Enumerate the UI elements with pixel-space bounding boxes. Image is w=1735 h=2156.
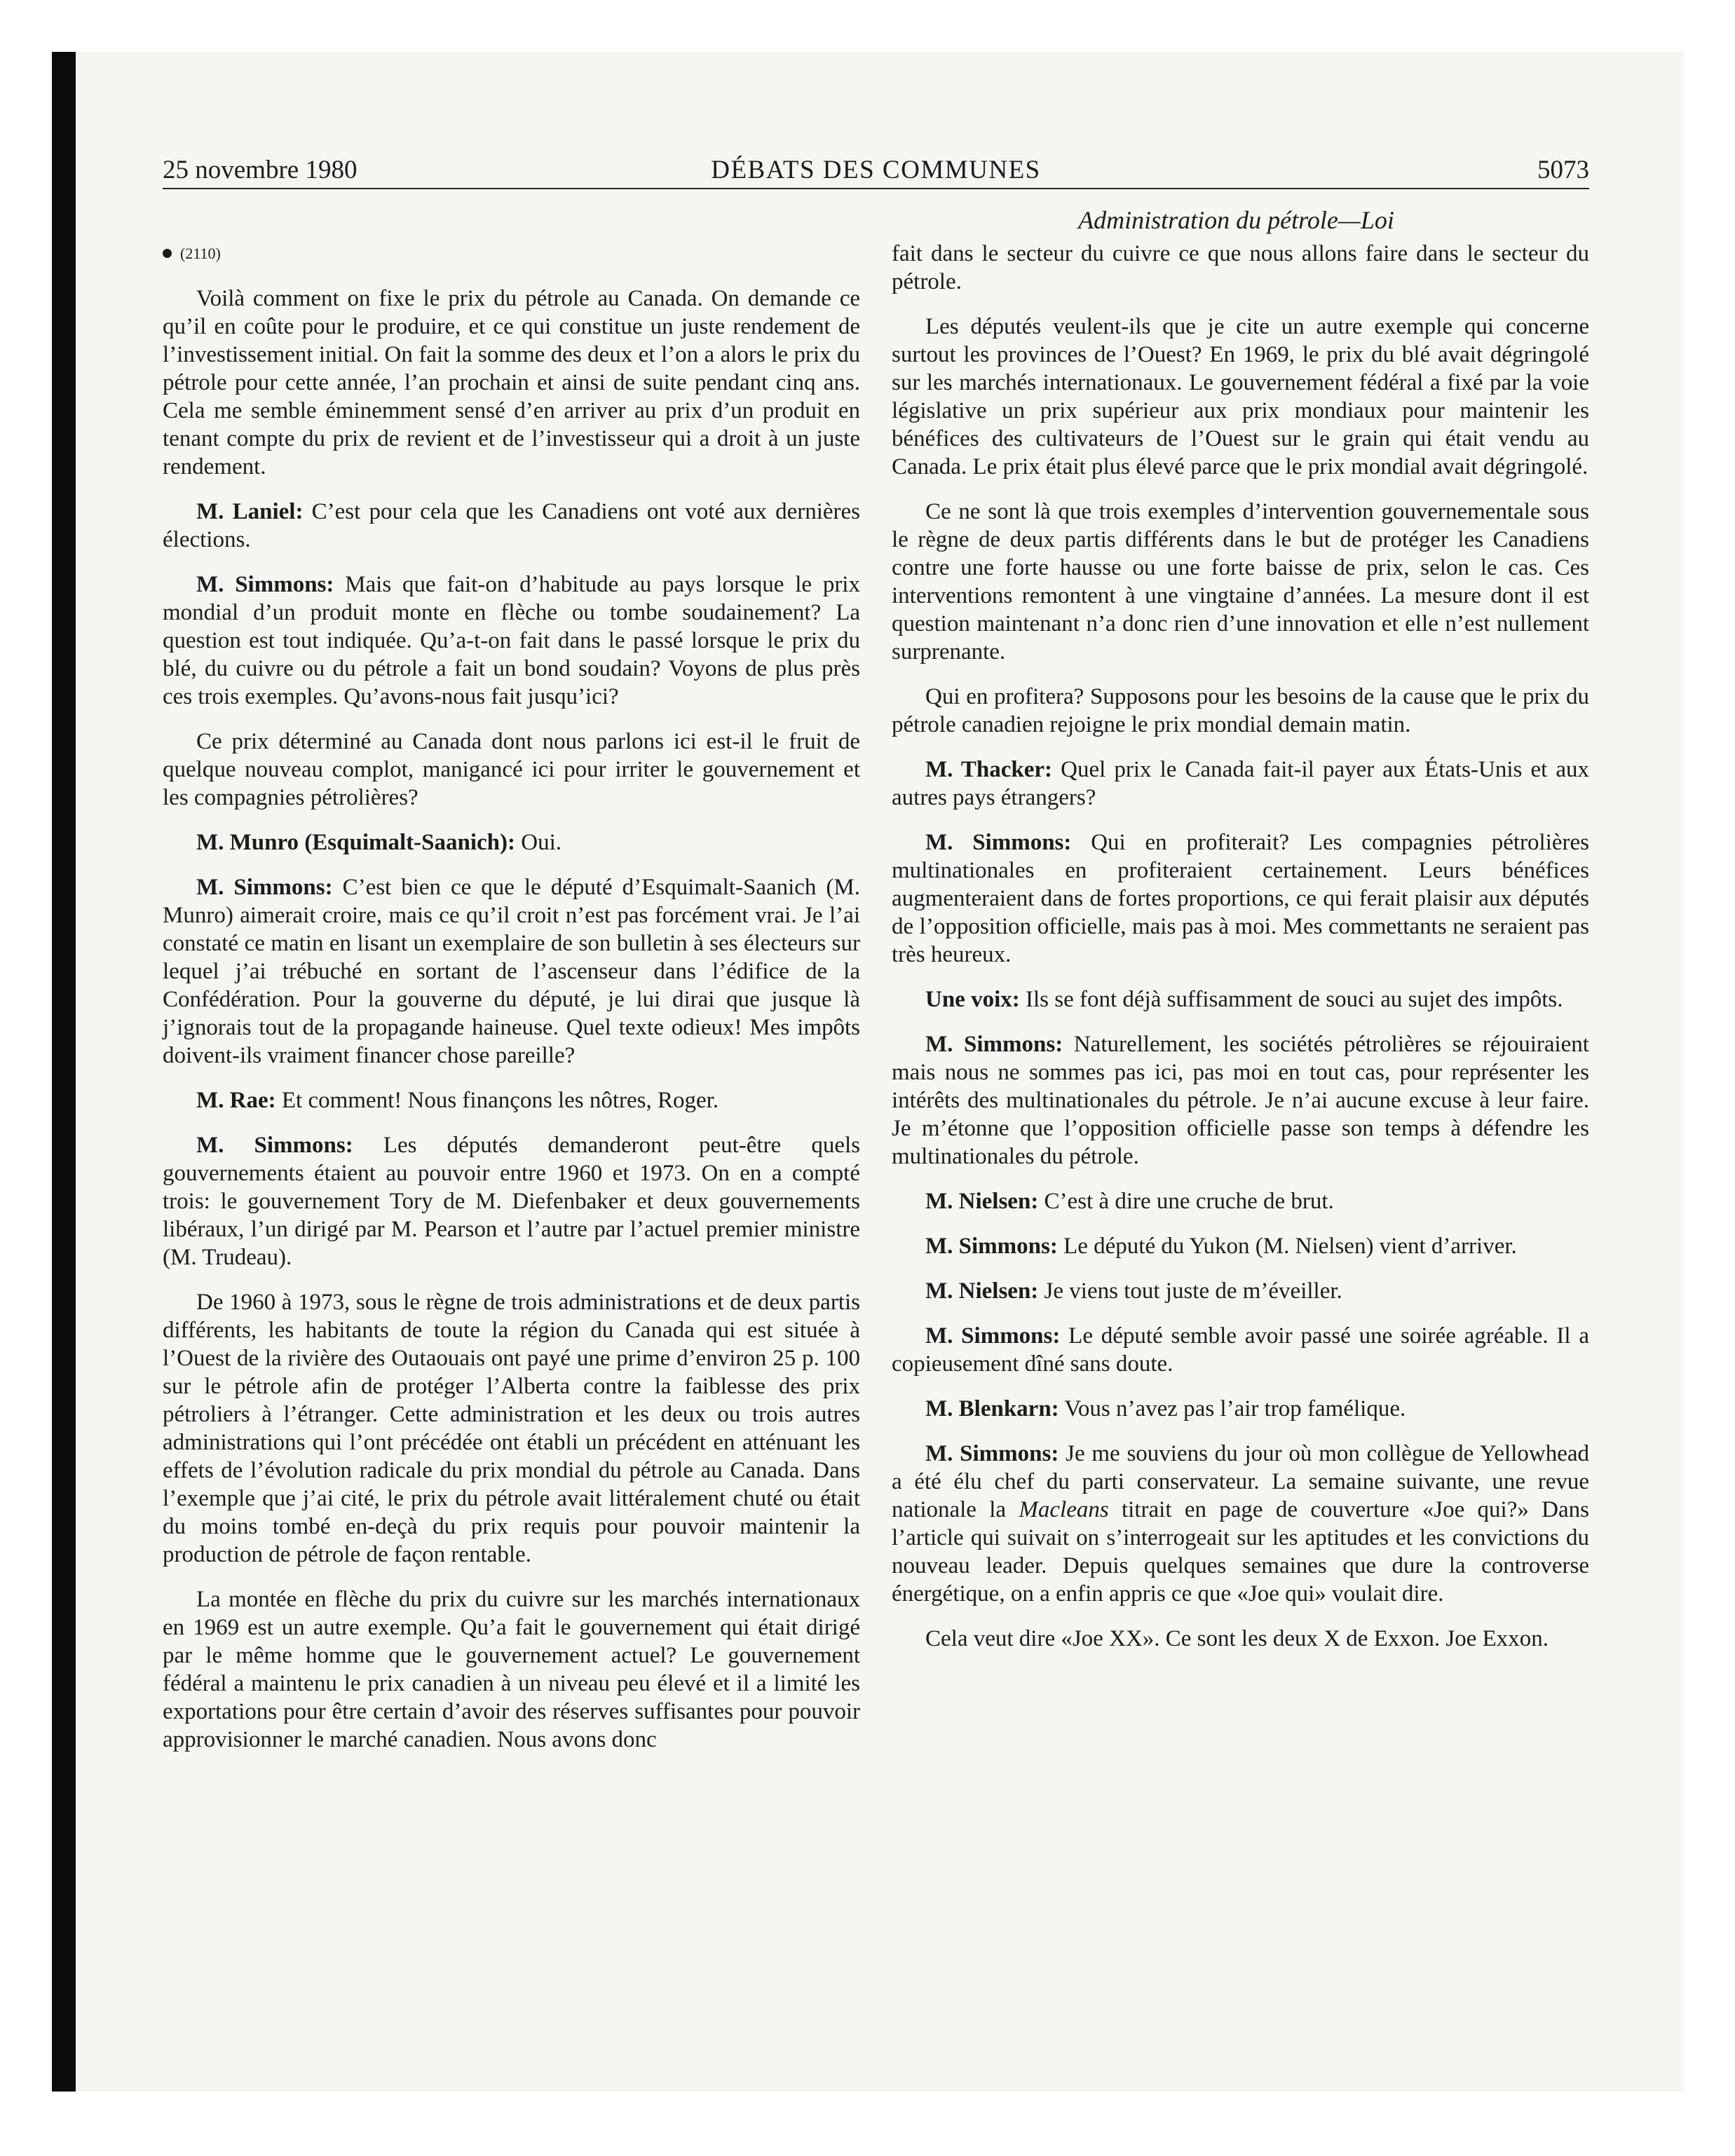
speaker-name: M. Simmons: xyxy=(196,572,334,597)
speech-text: C’est pour cela que les Canadiens ont voté aux dernières élections. xyxy=(163,499,860,552)
header-date: 25 novembre 1980 xyxy=(163,156,358,184)
paragraph: La montée en flèche du prix du cuivre sur les marchés internationaux en 1969 est un autre exemple. Qu’a fait le gouvernement qui était dirigé par le même homme que le gouvernement actuel? Le gouvernement fédéral a maintenu le prix canadien à un niveau peu élevé et il a limité les exportations pour être certain d’avoir des réserves suffisantes pour pouvoir approvisionner le marché canadien. Nous avons donc xyxy=(163,1587,860,1752)
speech-text: Je me souviens du jour où mon collègue de Yellowhead a été élu chef du parti conservateur. La semaine suivante, une revue nationale la xyxy=(892,1441,1589,1522)
paragraph xyxy=(163,828,860,857)
speaker-name: M. Simmons: xyxy=(925,830,1072,855)
paragraph xyxy=(163,1086,860,1114)
speaker-name: M. Simmons: xyxy=(196,1133,353,1158)
speaker-name: M. Blenkarn: xyxy=(925,1396,1059,1421)
paragraph xyxy=(892,1232,1589,1260)
speech-text: Les députés demanderont peut-être quels gouvernements étaient au pouvoir entre 1960 et 1973. On en a compté trois: le gouvernement Tory de M. Diefenbaker et deux gouvernements libéraux, l’un dirigé par M. Pearson et l’autre par l’actuel premier ministre (M. Trudeau). xyxy=(163,1133,860,1270)
speaker-name: M. Simmons: xyxy=(925,1234,1058,1259)
paragraph xyxy=(163,1131,860,1271)
paragraph xyxy=(892,1322,1589,1378)
paragraph: Ce prix déterminé au Canada dont nous parlons ici est-il le fruit de quelque nouveau complot, manigancé ici pour irriter le gouvernement et les compagnies pétrolières? xyxy=(163,729,860,810)
speaker-name: M. Laniel: xyxy=(196,499,304,524)
paragraph xyxy=(892,756,1589,812)
paragraph: Qui en profitera? Supposons pour les besoins de la cause que le prix du pétrole canadien rejoigne le prix mondial demain matin. xyxy=(892,684,1589,737)
right-column xyxy=(892,240,1589,1670)
speech-text: titrait en page de couverture «Joe qui?» Dans l’article qui suivait on s’interrogeait sur les aptitudes et les convictions du nouveau leader. Depuis quelques semaines que dure la controverse énergétique, on a enfin appris ce que «Joe qui» voulait dire. xyxy=(892,1497,1590,1606)
speaker-name: M. Simmons: xyxy=(196,875,333,900)
page-number: 5073 xyxy=(1537,156,1589,184)
paragraph: Voilà comment on fixe le prix du pétrole au Canada. On demande ce qu’il en coûte pour le produire, et ce qui constitue un juste rendement de l’investissement initial. On fait la somme des deux et l’on a alors le prix du pétrole pour cette année, l’an prochain et ainsi de suite pendant cinq ans. Cela me semble éminemment sensé d’en arriver au prix d’un produit en tenant compte du prix de revient et de l’investisseur qui a droit à un juste rendement. xyxy=(163,286,860,479)
speech-text: Et comment! Nous finançons les nôtres, Roger. xyxy=(275,1088,719,1113)
section-subhead: Administration du pétrole—Loi xyxy=(1078,206,1394,234)
paragraph: Cela veut dire «Joe XX». Ce sont les deux X de Exxon. Joe Exxon. xyxy=(925,1626,1549,1651)
paragraph xyxy=(163,873,860,1070)
speaker-name: M. Thacker: xyxy=(925,757,1053,782)
header-title: DÉBATS DES COMMUNES xyxy=(711,156,1041,184)
running-header xyxy=(163,153,1589,188)
speaker-name: M. Simmons: xyxy=(925,1441,1059,1466)
speech-text: Mais que fait-on d’habitude au pays lorsque le prix mondial d’un produit monte en flèche ou tombe soudainement? La question est tout indiquée. Qu’a-t-on fait dans le passé lorsque le prix du blé, du cuivre ou du pétrole a fait un bond soudain? Voyons de plus près ces trois exemples. Qu’avons-nous fait jusqu’ici? xyxy=(163,572,860,709)
speech-text: Qui en profiterait? Les compagnies pétrolières multinationales en profiteraient certainement. Leurs bénéfices augmenteraient dans de fortes proportions, ce qui ferait plaisir aux députés de l’opposition officielle, mais pas à moi. Mes commettants ne seraient pas très heureux. xyxy=(892,830,1589,967)
paragraph xyxy=(892,1187,1589,1215)
left-column xyxy=(163,240,860,1770)
speech-text: Le député du Yukon (M. Nielsen) vient d’arriver. xyxy=(1057,1234,1517,1259)
speech-text: Vous n’avez pas l’air trop famélique. xyxy=(1059,1396,1406,1421)
speech-text: Oui. xyxy=(515,830,562,855)
timecode: (2110) xyxy=(180,245,221,262)
paragraph xyxy=(892,1440,1589,1608)
speaker-name: M. Munro (Esquimalt-Saanich): xyxy=(196,830,516,855)
speech-text: C’est à dire une cruche de brut. xyxy=(1038,1189,1334,1214)
speech-text: Le député semble avoir passé une soirée agréable. Il a copieusement dîné sans doute. xyxy=(892,1323,1589,1377)
magazine-title: Macleans xyxy=(1019,1497,1109,1522)
speaker-name: M. Nielsen: xyxy=(925,1278,1039,1304)
speech-text: Quel prix le Canada fait-il payer aux États-Unis et aux autres pays étrangers? xyxy=(892,757,1589,810)
timecode-marker xyxy=(163,240,860,268)
speech-text: C’est bien ce que le député d’Esquimalt-Saanich (M. Munro) aimerait croire, mais ce qu’il croit n’est pas forcément vrai. Je l’ai constaté ce matin en lisant un exemplaire de son bulletin à ses électeurs sur lequel j’ai trébuché en sortant de l’ascenseur dans l’édifice de la Confédération. Pour la gouverne du député, je lui dirai que jusque là j’ignorais tout de la propagande haineuse. Quel texte odieux! Mes impôts doivent-ils vraiment financer chose pareille? xyxy=(163,875,860,1068)
speech-text: Je viens tout juste de m’éveiller. xyxy=(1038,1278,1342,1304)
scan-edge-bar xyxy=(52,52,76,2092)
paragraph: fait dans le secteur du cuivre ce que nous allons faire dans le secteur du pétrole. xyxy=(892,241,1589,294)
paragraph xyxy=(892,1030,1589,1171)
speaker-name: M. Simmons: xyxy=(925,1032,1063,1057)
paragraph xyxy=(892,828,1589,969)
paragraph: De 1960 à 1973, sous le règne de trois administrations et de deux partis différents, les habitants de toute la région du Canada qui est située à l’Ouest de la rivière des Outaouais ont payé une prime d’environ 25 p. 100 sur le pétrole afin de protéger l’Alberta contre la faiblesse des prix pétroliers à l’étranger. Cette administration et les deux ou trois autres administrations qui l’ont précédée ont établi un précédent en atténuant les effets de l’évolution radicale du prix mondial du pétrole au Canada. Dans l’exemple que j’ai cité, le prix du pétrole avait littéralement chuté ou était du moins tombé en-deçà du prix requis pour pouvoir maintenir la production de pétrole de façon rentable. xyxy=(163,1290,860,1567)
speaker-name: M. Rae: xyxy=(196,1088,276,1113)
paragraph xyxy=(892,1395,1589,1423)
header-rule xyxy=(163,188,1589,189)
paragraph: Les députés veulent-ils que je cite un autre exemple qui concerne surtout les provinces de l’Ouest? En 1969, le prix du blé avait dégringolé sur les marchés internationaux. Le gouvernement fédéral a fixé par la voie législative un prix supérieur aux prix mondiaux pour maintenir les bénéfices des cultivateurs de l’Ouest sur le grain qui était vendu au Canada. Le prix était plus élevé parce que le prix mondial avait dégringolé. xyxy=(892,314,1589,479)
speaker-name: Une voix: xyxy=(925,987,1020,1012)
paragraph xyxy=(892,985,1589,1014)
speech-text: Naturellement, les sociétés pétrolières se réjouiraient mais nous ne sommes pas ici, pas moi en tout cas, pour représenter les intérêts des multinationales du pétrole. Je n’ai aucune excuse à leur faire. Je m’étonne que l’opposition officielle passe son temps à défendre les multinationales du pétrole. xyxy=(892,1032,1589,1169)
speaker-name: M. Simmons: xyxy=(925,1323,1061,1349)
paragraph xyxy=(163,498,860,554)
speech-text: Ils se font déjà suffisamment de souci au sujet des impôts. xyxy=(1019,987,1563,1012)
paragraph xyxy=(892,1277,1589,1305)
paragraph xyxy=(163,571,860,711)
speaker-name: M. Nielsen: xyxy=(925,1189,1039,1214)
bullet-icon xyxy=(163,249,172,258)
paragraph: Ce ne sont là que trois exemples d’intervention gouvernementale sous le règne de deux partis différents dans le but de protéger les Canadiens contre une forte hausse ou une forte baisse de prix, selon le cas. Ces interventions remontent à une vingtaine d’années. La mesure dont il est question maintenant n’a donc rien d’une innovation et elle n’est nullement surprenante. xyxy=(892,499,1589,664)
